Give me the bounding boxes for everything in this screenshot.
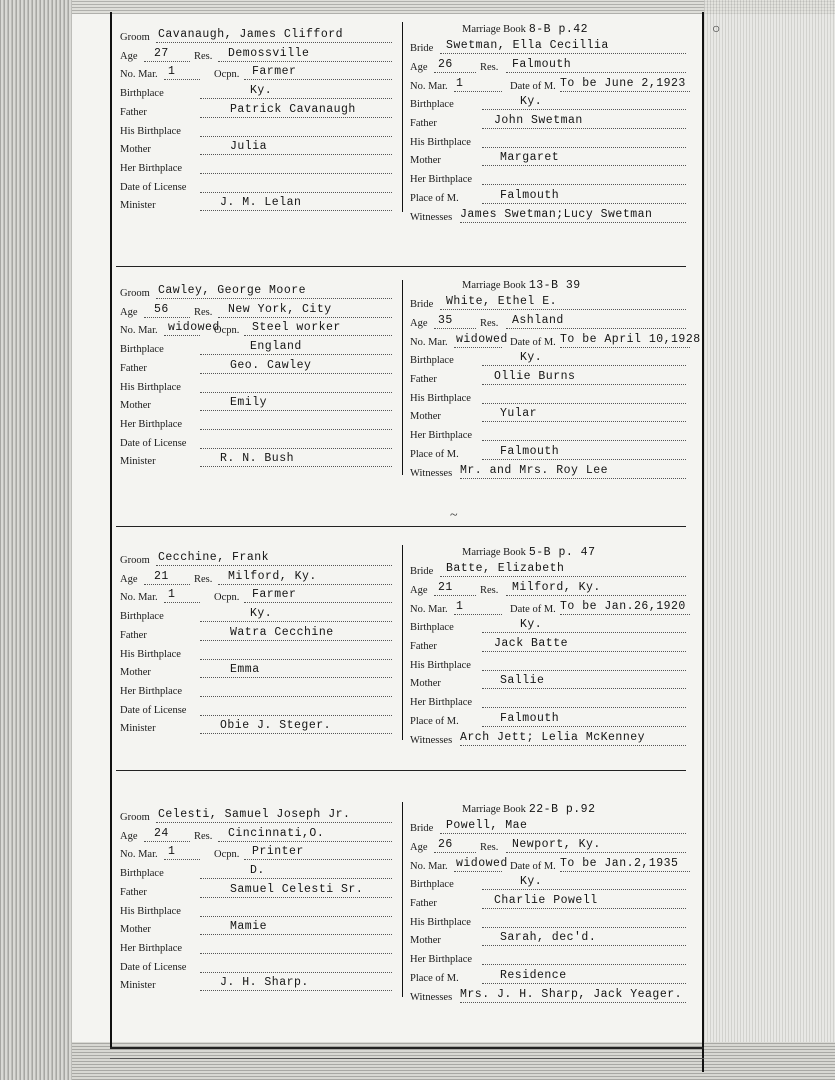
groom-her-birthplace-line	[200, 173, 392, 174]
bride-his-birthplace-label: His Birthplace	[410, 916, 471, 928]
groom-birthplace-label: Birthplace	[120, 344, 164, 356]
bride-date-of-m-label: Date of M.	[510, 860, 556, 872]
groom-date-of-license-line	[200, 192, 392, 193]
form-row	[120, 142, 395, 160]
bride-place-of-m-label: Place of M.	[410, 192, 459, 204]
groom-res-value: Demossville	[228, 46, 310, 60]
bride-no-mar-value: 1	[456, 599, 464, 613]
bride-witnesses-value: Mrs. J. H. Sharp, Jack Yeager.	[460, 987, 683, 1001]
bride-age-label: Age	[410, 841, 428, 853]
groom-no-mar-label: No. Mar.	[120, 325, 158, 337]
groom-date-of-license-line	[200, 715, 392, 716]
groom-name-label: Groom	[120, 32, 150, 43]
groom-her-birthplace-line	[200, 696, 392, 697]
bride-mother-label: Mother	[410, 935, 441, 947]
bride-her-birthplace-line	[482, 964, 686, 965]
groom-her-birthplace-label: Her Birthplace	[120, 418, 183, 430]
bride-age-label: Age	[410, 61, 428, 73]
marriage-book-value: 5-B p. 47	[528, 546, 596, 559]
groom-mother-label: Mother	[120, 924, 151, 936]
bride-birthplace-value: Ky.	[520, 618, 543, 632]
form-row	[410, 676, 690, 694]
bride-res-value: Ashland	[512, 313, 564, 327]
marriage-book-label: Marriage Book	[462, 804, 526, 815]
groom-ocpn-value: Steel worker	[252, 321, 341, 335]
form-row	[410, 409, 690, 427]
form-row	[120, 721, 395, 739]
groom-birthplace-line	[200, 98, 392, 99]
bride-name-value: Powell, Mae	[446, 819, 528, 833]
bride-father-label: Father	[410, 898, 437, 910]
bride-place-of-m-label: Place of M.	[410, 715, 459, 727]
groom-ocpn-label: Ocpn.	[214, 325, 240, 337]
groom-name-value: Celesti, Samuel Joseph Jr.	[158, 808, 351, 821]
groom-res-value: New York, City	[228, 302, 332, 316]
form-row	[410, 463, 690, 484]
marriage-book-label: Marriage Book	[462, 547, 526, 558]
record-divider	[116, 526, 686, 527]
groom-mother-line	[200, 410, 392, 411]
bride-witnesses-label: Witnesses	[410, 991, 453, 1003]
bride-no-mar-value: widowed	[456, 332, 508, 346]
bride-date-of-m-value: To be April 10,1928	[560, 332, 701, 346]
bride-his-birthplace-line	[482, 147, 686, 148]
bride-birthplace-label: Birthplace	[410, 622, 454, 634]
groom-res-value: Milford, Ky.	[228, 569, 317, 583]
groom-minister-label: Minister	[120, 980, 156, 992]
bride-his-birthplace-label: His Birthplace	[410, 136, 471, 148]
groom-age-label: Age	[120, 306, 138, 318]
groom-mother-value: Julia	[230, 140, 268, 154]
bride-father-value: Ollie Burns	[494, 370, 576, 384]
bride-age-value: 26	[438, 837, 453, 851]
bride-name-value: White, Ethel E.	[446, 295, 558, 309]
record-divider	[116, 266, 686, 267]
bride-no-mar-value: 1	[456, 76, 464, 90]
form-row	[410, 856, 694, 877]
groom-res-label: Res.	[194, 306, 213, 318]
groom-father-label: Father	[120, 362, 147, 374]
bride-date-of-m-label: Date of M.	[510, 603, 556, 615]
bride-place-of-m-value: Falmouth	[500, 188, 560, 202]
groom-no-mar-label: No. Mar.	[120, 849, 158, 861]
groom-birthplace-value: Ky.	[250, 607, 273, 621]
groom-her-birthplace-label: Her Birthplace	[120, 162, 183, 174]
form-row	[120, 417, 395, 435]
groom-birthplace-line	[200, 621, 392, 622]
groom-her-birthplace-line	[200, 429, 392, 430]
form-row	[120, 922, 395, 940]
bride-res-value: Newport, Ky.	[512, 837, 601, 851]
bride-age-value: 21	[438, 580, 453, 594]
column-divider	[402, 22, 403, 212]
bride-age-label: Age	[410, 317, 428, 329]
bride-name-value: Swetman, Ella Cecillia	[446, 39, 609, 53]
groom-no-mar-label: No. Mar.	[120, 592, 158, 604]
groom-his-birthplace-line	[200, 659, 392, 660]
form-row	[120, 454, 395, 472]
groom-mother-label: Mother	[120, 144, 151, 156]
groom-her-birthplace-label: Her Birthplace	[120, 942, 183, 954]
groom-no-mar-value: 1	[168, 845, 176, 859]
form-row	[120, 941, 395, 959]
bride-place-of-m-value: Falmouth	[500, 711, 560, 725]
bride-date-of-m-value: To be Jan.26,1920	[560, 599, 686, 613]
groom-minister-value: Obie J. Steger.	[220, 719, 332, 733]
page-left-border	[110, 12, 112, 1047]
bride-res-value: Falmouth	[512, 57, 572, 71]
groom-father-value: Patrick Cavanaugh	[230, 102, 356, 116]
bride-birthplace-line	[482, 889, 686, 890]
marriage-book-value: 13-B 39	[528, 279, 581, 292]
groom-mother-line	[200, 934, 392, 935]
bride-his-birthplace-line	[482, 403, 686, 404]
bride-her-birthplace-line	[482, 440, 686, 441]
column-divider	[402, 802, 403, 997]
scan-left-margin	[0, 0, 72, 1080]
groom-mother-label: Mother	[120, 400, 151, 412]
bride-birthplace-line	[482, 365, 686, 366]
marriage-book-ref	[462, 278, 581, 294]
groom-father-value: Samuel Celesti Sr.	[230, 882, 364, 896]
groom-birthplace-label: Birthplace	[120, 611, 164, 623]
bride-her-birthplace-label: Her Birthplace	[410, 697, 473, 709]
groom-ocpn-value: Farmer	[252, 65, 297, 79]
groom-minister-value: J. H. Sharp.	[220, 976, 309, 990]
groom-father-label: Father	[120, 629, 147, 641]
groom-age-label: Age	[120, 573, 138, 585]
form-row	[410, 332, 701, 353]
groom-his-birthplace-label: His Birthplace	[120, 648, 181, 660]
bride-res-label: Res.	[480, 317, 499, 329]
form-row	[410, 730, 690, 751]
bride-no-mar-label: No. Mar.	[410, 603, 448, 615]
bride-his-birthplace-line	[482, 670, 686, 671]
bride-birthplace-label: Birthplace	[410, 879, 454, 891]
form-row	[120, 625, 395, 646]
bride-father-label: Father	[410, 374, 437, 386]
groom-birthplace-value: D.	[250, 864, 265, 878]
bride-mother-value: Sallie	[500, 674, 545, 688]
bride-age-label: Age	[410, 584, 428, 596]
bride-her-birthplace-label: Her Birthplace	[410, 954, 473, 966]
marriage-book-ref	[462, 802, 595, 818]
marriage-book-value: 8-B p.42	[528, 23, 589, 36]
groom-date-of-license-label: Date of License	[120, 437, 187, 449]
form-row	[410, 658, 690, 676]
groom-name-label: Groom	[120, 555, 150, 566]
form-row	[410, 372, 690, 390]
form-row	[410, 599, 694, 620]
bride-father-value: John Swetman	[494, 114, 583, 128]
groom-her-birthplace-line	[200, 953, 392, 954]
bride-his-birthplace-label: His Birthplace	[410, 392, 471, 404]
groom-minister-label: Minister	[120, 456, 156, 468]
bride-no-mar-value: widowed	[456, 856, 508, 870]
page-bottom-rule-2	[110, 1058, 704, 1059]
groom-age-value: 27	[154, 46, 169, 60]
groom-father-label: Father	[120, 886, 147, 898]
groom-date-of-license-line	[200, 448, 392, 449]
groom-minister-label: Minister	[120, 723, 156, 735]
margin-tick-icon: ~	[450, 508, 458, 523]
groom-age-value: 21	[154, 569, 169, 583]
bride-mother-label: Mother	[410, 678, 441, 690]
bride-birthplace-value: Ky.	[520, 351, 543, 365]
groom-birthplace-line	[200, 878, 392, 879]
form-row	[410, 391, 690, 409]
column-divider	[402, 545, 403, 740]
groom-minister-value: R. N. Bush	[220, 452, 295, 466]
bride-date-of-m-label: Date of M.	[510, 336, 556, 348]
form-row	[120, 161, 395, 179]
groom-name-label: Groom	[120, 288, 150, 299]
groom-mother-value: Emily	[230, 396, 268, 410]
bride-mother-label: Mother	[410, 411, 441, 423]
bride-birthplace-line	[482, 109, 686, 110]
bride-father-label: Father	[410, 118, 437, 130]
groom-date-of-license-label: Date of License	[120, 181, 187, 193]
groom-date-of-license-line	[200, 972, 392, 973]
bride-no-mar-label: No. Mar.	[410, 336, 448, 348]
form-row	[410, 933, 690, 951]
groom-his-birthplace-line	[200, 392, 392, 393]
bride-place-of-m-value: Falmouth	[500, 444, 560, 458]
groom-father-value: Watra Cecchine	[230, 625, 334, 639]
bride-res-label: Res.	[480, 61, 499, 73]
groom-age-label: Age	[120, 830, 138, 842]
bride-name-label: Bride	[410, 566, 434, 578]
groom-ocpn-label: Ocpn.	[214, 849, 240, 861]
groom-his-birthplace-line	[200, 916, 392, 917]
groom-ocpn-value: Farmer	[252, 588, 297, 602]
form-row	[120, 398, 395, 416]
form-row	[120, 665, 395, 683]
bride-name-label: Bride	[410, 823, 434, 835]
bride-mother-label: Mother	[410, 155, 441, 167]
form-row	[120, 978, 395, 996]
groom-his-birthplace-line	[200, 136, 392, 137]
bride-father-label: Father	[410, 641, 437, 653]
bride-witnesses-label: Witnesses	[410, 211, 453, 223]
groom-father-value: Geo. Cawley	[230, 358, 312, 372]
groom-name-value: Cavanaugh, James Clifford	[158, 28, 344, 41]
groom-birthplace-value: England	[250, 340, 302, 354]
marriage-book-ref	[462, 22, 588, 38]
bride-age-value: 35	[438, 313, 453, 327]
bride-mother-value: Yular	[500, 407, 538, 421]
groom-res-label: Res.	[194, 573, 213, 585]
groom-date-of-license-label: Date of License	[120, 704, 187, 716]
form-row	[120, 102, 395, 123]
form-row	[120, 684, 395, 702]
groom-birthplace-label: Birthplace	[120, 88, 164, 100]
bride-her-birthplace-label: Her Birthplace	[410, 430, 473, 442]
bride-her-birthplace-line	[482, 707, 686, 708]
bride-res-label: Res.	[480, 841, 499, 853]
groom-ocpn-label: Ocpn.	[214, 592, 240, 604]
groom-her-birthplace-label: Her Birthplace	[120, 685, 183, 697]
groom-minister-label: Minister	[120, 200, 156, 212]
groom-res-value: Cincinnati,O.	[228, 826, 325, 840]
groom-age-value: 56	[154, 302, 169, 316]
bride-date-of-m-label: Date of M.	[510, 80, 556, 92]
groom-birthplace-label: Birthplace	[120, 868, 164, 880]
groom-ocpn-value: Printer	[252, 845, 304, 859]
bride-name-label: Bride	[410, 299, 434, 311]
groom-age-label: Age	[120, 50, 138, 62]
groom-mother-value: Mamie	[230, 920, 268, 934]
groom-age-value: 24	[154, 826, 169, 840]
bride-witnesses-value: James Swetman;Lucy Swetman	[460, 207, 653, 221]
bride-res-value: Milford, Ky.	[512, 580, 601, 594]
groom-mother-label: Mother	[120, 667, 151, 679]
bride-no-mar-label: No. Mar.	[410, 80, 448, 92]
groom-minister-value: J. M. Lelan	[220, 196, 302, 210]
groom-date-of-license-label: Date of License	[120, 961, 187, 973]
bride-place-of-m-label: Place of M.	[410, 448, 459, 460]
groom-no-mar-label: No. Mar.	[120, 69, 158, 81]
bride-her-birthplace-line	[482, 184, 686, 185]
form-row	[410, 987, 690, 1008]
bride-birthplace-value: Ky.	[520, 875, 543, 889]
form-row	[120, 882, 395, 903]
marriage-book-label: Marriage Book	[462, 280, 526, 291]
page-right-border	[702, 12, 704, 1072]
form-row	[410, 153, 690, 171]
bride-name-value: Batte, Elizabeth	[446, 562, 565, 576]
groom-his-birthplace-label: His Birthplace	[120, 125, 181, 137]
form-row	[410, 116, 690, 134]
bride-mother-value: Margaret	[500, 151, 560, 165]
groom-birthplace-value: Ky.	[250, 84, 273, 98]
form-row	[410, 896, 690, 914]
corner-mark-icon: ○	[712, 22, 721, 37]
groom-no-mar-value: 1	[168, 65, 176, 79]
bride-witnesses-label: Witnesses	[410, 734, 453, 746]
bride-birthplace-label: Birthplace	[410, 99, 454, 111]
bride-birthplace-line	[482, 632, 686, 633]
groom-no-mar-value: 1	[168, 588, 176, 602]
bride-age-value: 26	[438, 57, 453, 71]
bride-father-value: Charlie Powell	[494, 894, 598, 908]
groom-name-value: Cecchine, Frank	[158, 551, 270, 564]
column-divider	[402, 280, 403, 475]
groom-res-label: Res.	[194, 830, 213, 842]
bride-place-of-m-label: Place of M.	[410, 972, 459, 984]
bride-witnesses-label: Witnesses	[410, 467, 453, 479]
bride-name-label: Bride	[410, 43, 434, 55]
bride-his-birthplace-line	[482, 927, 686, 928]
form-row	[120, 198, 395, 216]
groom-res-label: Res.	[194, 50, 213, 62]
bride-birthplace-label: Birthplace	[410, 355, 454, 367]
bride-witnesses-value: Arch Jett; Lelia McKenney	[460, 730, 646, 744]
groom-name-value: Cawley, George Moore	[158, 284, 307, 297]
form-row	[120, 358, 395, 379]
groom-his-birthplace-label: His Birthplace	[120, 381, 181, 393]
bride-her-birthplace-label: Her Birthplace	[410, 174, 473, 186]
groom-no-mar-value: widowed	[168, 321, 220, 335]
form-row	[410, 76, 694, 97]
groom-his-birthplace-label: His Birthplace	[120, 905, 181, 917]
groom-name-label: Groom	[120, 812, 150, 823]
form-row	[410, 639, 690, 657]
groom-mother-line	[200, 154, 392, 155]
bride-place-of-m-value: Residence	[500, 968, 567, 982]
bride-birthplace-value: Ky.	[520, 95, 543, 109]
bride-witnesses-value: Mr. and Mrs. Roy Lee	[460, 463, 609, 477]
bride-date-of-m-value: To be June 2,1923	[560, 76, 686, 90]
bride-res-label: Res.	[480, 584, 499, 596]
record-divider	[116, 770, 686, 771]
marriage-book-ref	[462, 545, 595, 561]
groom-ocpn-label: Ocpn.	[214, 69, 240, 81]
page-bottom-rule	[110, 1047, 704, 1049]
bride-his-birthplace-label: His Birthplace	[410, 659, 471, 671]
scan-right-margin	[704, 0, 835, 1080]
bride-father-value: Jack Batte	[494, 637, 569, 651]
groom-mother-value: Emma	[230, 663, 260, 677]
bride-mother-value: Sarah, dec'd.	[500, 931, 597, 945]
groom-father-label: Father	[120, 106, 147, 118]
marriage-book-label: Marriage Book	[462, 24, 526, 35]
form-row	[410, 207, 690, 228]
bride-no-mar-label: No. Mar.	[410, 860, 448, 872]
groom-mother-line	[200, 677, 392, 678]
bride-date-of-m-value: To be Jan.2,1935	[560, 856, 679, 870]
marriage-book-value: 22-B p.92	[528, 803, 596, 816]
